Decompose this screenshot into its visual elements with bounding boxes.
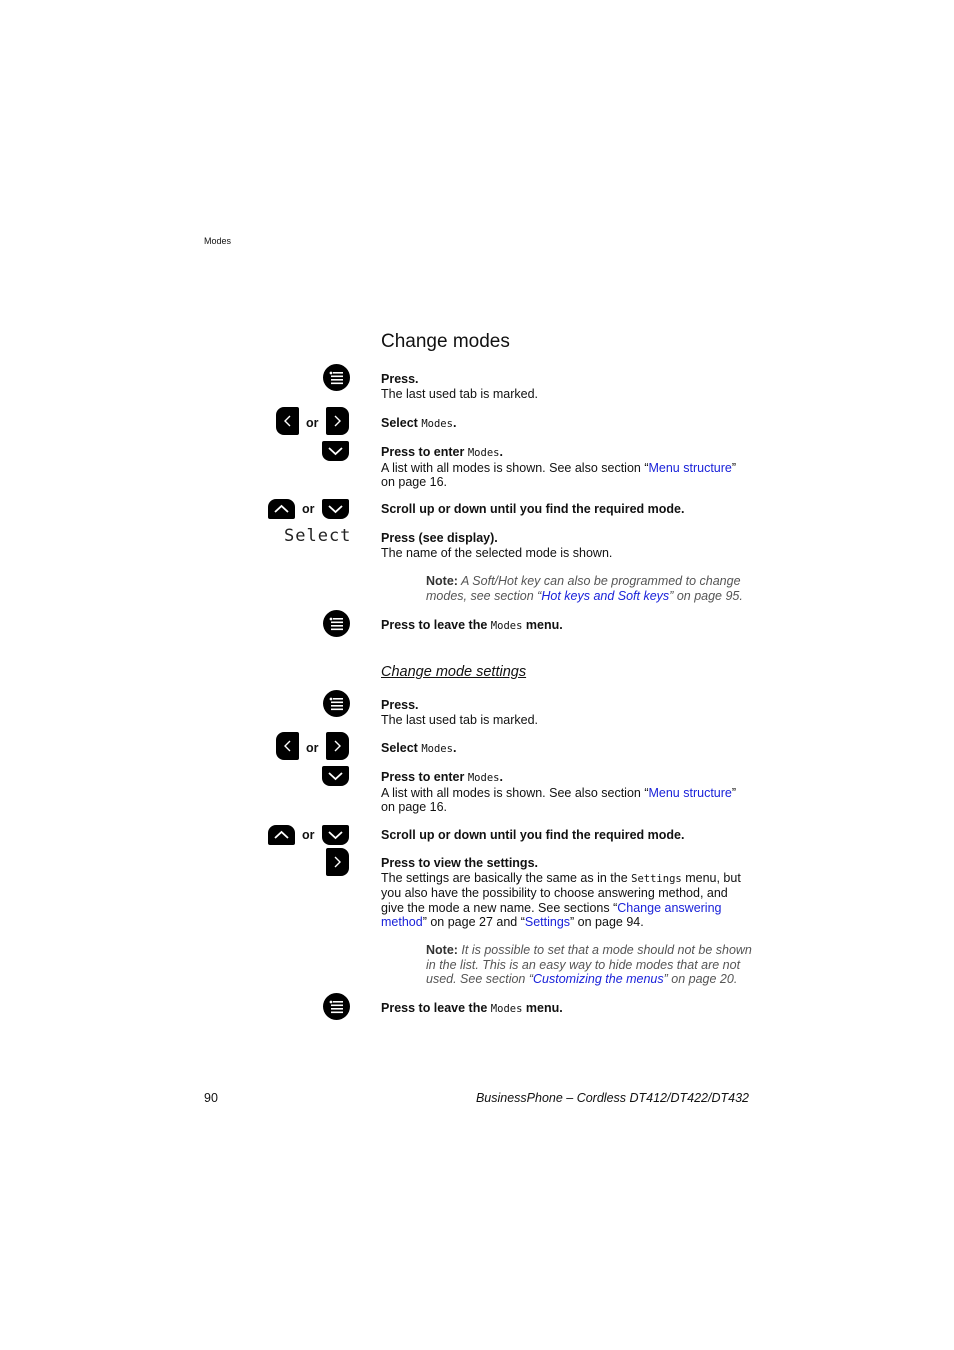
step-end: . [499,770,503,784]
step-desc-mid: menu, but you also have the possibility to choose answering method, and give the mode a new name. See sections “ [381,870,741,915]
note-text-end: ” on page 95. [669,588,743,603]
step-press-menu [381,372,753,401]
note-label: Note: [426,943,458,957]
step-bold: Press to view the settings. [381,856,538,870]
menu-key-icon [323,690,350,717]
step-desc: The last used tab is marked. [381,386,539,401]
step-bold: Press to enter [381,770,465,784]
right-arrow-key-icon [326,732,349,760]
link-hot-keys-soft-keys[interactable]: Hot keys and Soft keys [541,588,670,603]
mono-term: Modes [421,743,453,755]
step-select-modes [381,741,753,757]
step-bold: Scroll up or down until you find the required mode. [381,828,685,842]
mono-term: Modes [421,418,453,430]
or-label: or [302,502,315,516]
menu-key-icon [323,993,350,1020]
step-press-menu [381,698,753,727]
link-menu-structure[interactable]: Menu structure [648,785,732,800]
step-desc: A list with all modes is shown. See also section “ [381,460,649,475]
down-arrow-key-icon [322,825,349,845]
step-bold: Press. [381,698,419,712]
note-text: A Soft/Hot key can also be programmed to change modes, see section “ [426,574,741,603]
step-desc: The settings are basically the same as in the [381,870,628,885]
step-select-modes [381,416,753,432]
up-arrow-key-icon [268,825,295,845]
step-leave-menu [381,618,753,634]
step-enter-modes [381,445,753,490]
or-label: or [306,416,319,430]
right-arrow-key-icon [326,848,349,876]
product-name: BusinessPhone – Cordless DT412/DT422/DT432 [475,1091,749,1105]
note-text: It is possible to set that a mode should not be shown in the list. This is an easy way to hide modes that are not used. See section “ [426,943,752,986]
mono-term: Settings [631,872,682,885]
menu-key-icon [323,364,350,391]
note-hide-modes [426,943,756,987]
step-bold: Press to enter [381,445,465,459]
step-desc: The name of the selected mode is shown. [381,545,613,560]
or-label: or [302,828,315,842]
mono-term: Modes [490,1003,523,1015]
menu-key-icon [323,610,350,637]
down-arrow-key-icon [322,441,349,461]
step-desc: The last used tab is marked. [381,712,539,727]
down-arrow-key-icon [322,766,349,786]
section-title-change-mode-settings: Change mode settings [381,664,527,680]
note-softkey [426,574,756,603]
step-enter-modes [381,770,753,815]
step-desc-end: ” on page 16. [381,460,737,489]
up-arrow-key-icon [268,499,295,519]
step-view-settings [381,856,753,930]
step-leave-menu [381,1001,753,1017]
step-press-select [381,531,753,560]
softkey-select-display: Select [284,526,352,546]
mono-term: Modes [467,447,500,459]
link-menu-structure[interactable]: Menu structure [648,460,732,475]
step-scroll [381,502,753,517]
link-change-answering-method[interactable]: Change answering method [381,900,722,929]
step-desc-mid2: ” on page 27 and “ [422,915,525,929]
note-text-end: ” on page 20. [663,972,738,986]
step-scroll [381,828,753,843]
step-bold: Press to leave the [381,1001,488,1015]
note-label: Note: [426,574,458,588]
step-bold: Select [381,741,418,755]
or-label: or [306,741,319,755]
step-bold: Press to leave the [381,618,488,632]
page-number: 90 [204,1091,218,1105]
left-arrow-key-icon [276,732,299,760]
left-arrow-key-icon [276,407,299,435]
step-end: . [452,416,457,430]
section-title-change-modes: Change modes [381,331,510,352]
step-bold: Select [381,416,418,430]
step-desc-end: ” on page 16. [381,785,737,814]
step-bold: Press. [381,372,419,386]
step-bold: Scroll up or down until you find the required mode. [381,502,685,516]
step-end: . [452,741,457,755]
step-end: . [499,445,503,459]
step-bold-end: menu. [525,618,563,632]
step-desc-end: ” on page 94. [570,915,644,929]
link-customizing-menus[interactable]: Customizing the menus [533,972,664,986]
step-desc: A list with all modes is shown. See also section “ [381,785,649,800]
mono-term: Modes [490,620,523,632]
mono-term: Modes [467,772,500,784]
step-bold: Press (see display). [381,531,498,545]
down-arrow-key-icon [322,499,349,519]
link-settings[interactable]: Settings [524,915,571,929]
right-arrow-key-icon [326,407,349,435]
step-bold-end: menu. [525,1001,563,1015]
running-header: Modes [204,236,232,246]
